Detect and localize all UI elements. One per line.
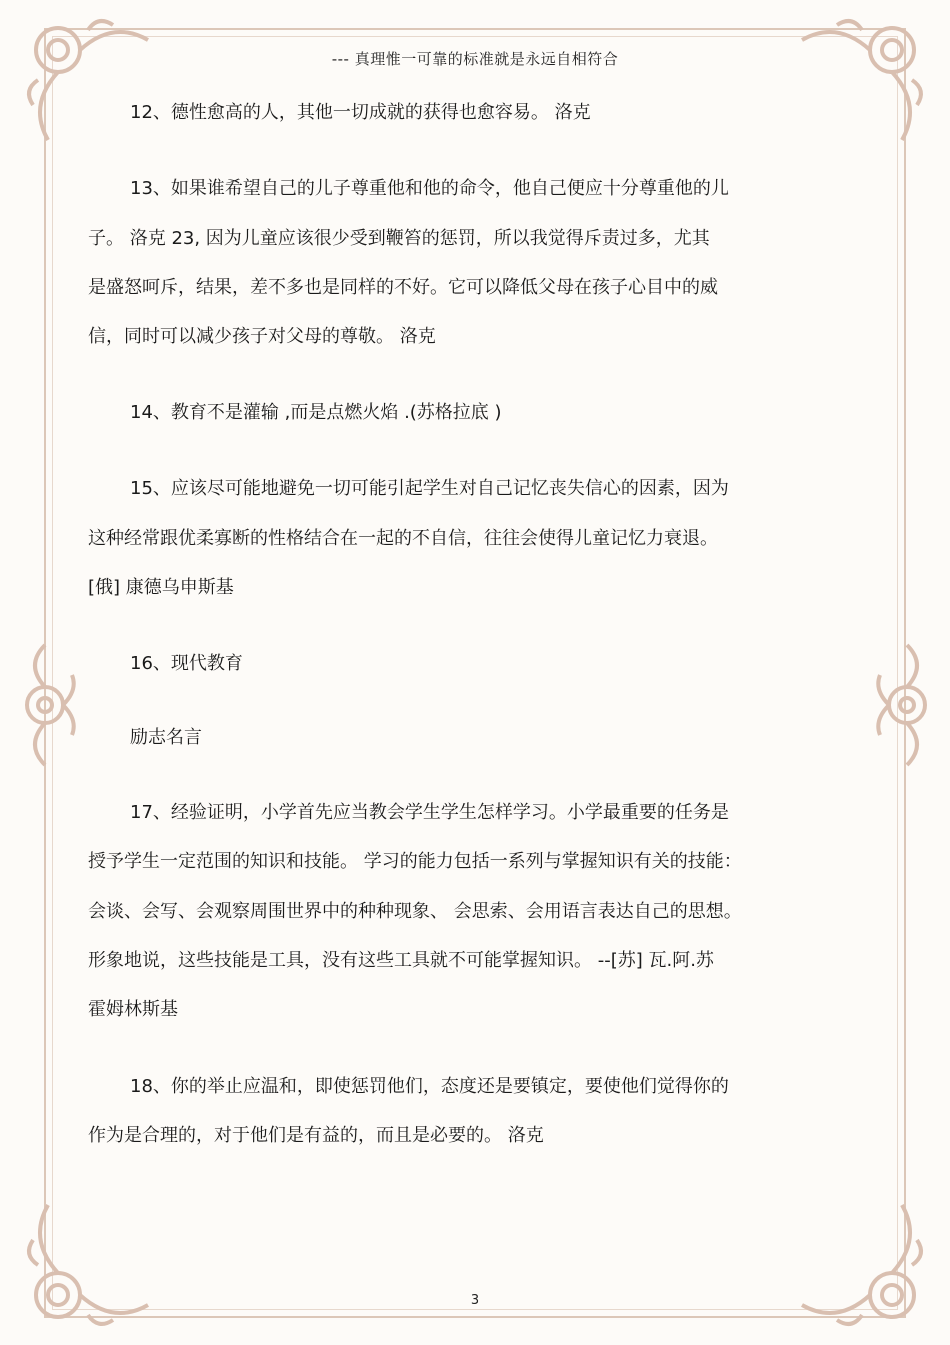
side-ornament-right [872,640,942,770]
text-line: [俄] 康德乌申斯基 [88,577,234,598]
text-line: 12、德性愈高的人，其他一切成就的获得也愈容易。 洛克 [130,102,591,123]
text-line: 信，同时可以减少孩子对父母的尊敬。 洛克 [88,326,436,347]
text-line: 励志名言 [130,727,202,748]
text-line: 作为是合理的，对于他们是有益的，而且是必要的。 洛克 [88,1125,544,1146]
text-line: 14、教育不是灌输 ,而是点燃火焰 .(苏格拉底 ) [130,402,502,423]
text-line: 17、经验证明，小学首先应当教会学生学生怎样学习。小学最重要的任务是 [130,802,729,823]
corner-ornament-bottom-left [18,1185,168,1335]
text-line: 是盛怒呵斥，结果，差不多也是同样的不好。它可以降低父母在孩子心目中的威 [88,277,718,298]
text-line: 18、你的举止应温和，即使惩罚他们，态度还是要镇定，要使他们觉得你的 [130,1076,729,1097]
page-header-motto: --- 真理惟一可靠的标准就是永远自相符合 [331,50,619,68]
side-ornament-left [10,640,80,770]
corner-ornament-top-right [782,10,932,160]
text-line: 子。 洛克 23, 因为儿童应该很少受到鞭笞的惩罚，所以我觉得斥责过多，尤其 [88,228,710,249]
text-line: 会谈、会写、会观察周围世界中的种种现象、 会思索、会用语言表达自己的思想。 [88,901,742,922]
corner-ornament-bottom-right [782,1185,932,1335]
text-line: 霍姆林斯基 [88,999,178,1020]
text-line: 13、如果谁希望自己的儿子尊重他和他的命令，他自己便应十分尊重他的儿 [130,178,729,199]
corner-ornament-top-left [18,10,168,160]
text-line: 这种经常跟优柔寡断的性格结合在一起的不自信，往往会使得儿童记忆力衰退。 [88,528,718,549]
text-line: 16、现代教育 [130,653,243,674]
text-line: 15、应该尽可能地避免一切可能引起学生对自己记忆丧失信心的因素，因为 [130,478,729,499]
page-number: 3 [470,1293,480,1308]
text-line: 授予学生一定范围的知识和技能。 学习的能力包括一系列与掌握知识有关的技能： [88,851,742,872]
text-line: 形象地说，这些技能是工具，没有这些工具就不可能掌握知识。 --[苏] 瓦.阿.苏 [88,950,714,971]
